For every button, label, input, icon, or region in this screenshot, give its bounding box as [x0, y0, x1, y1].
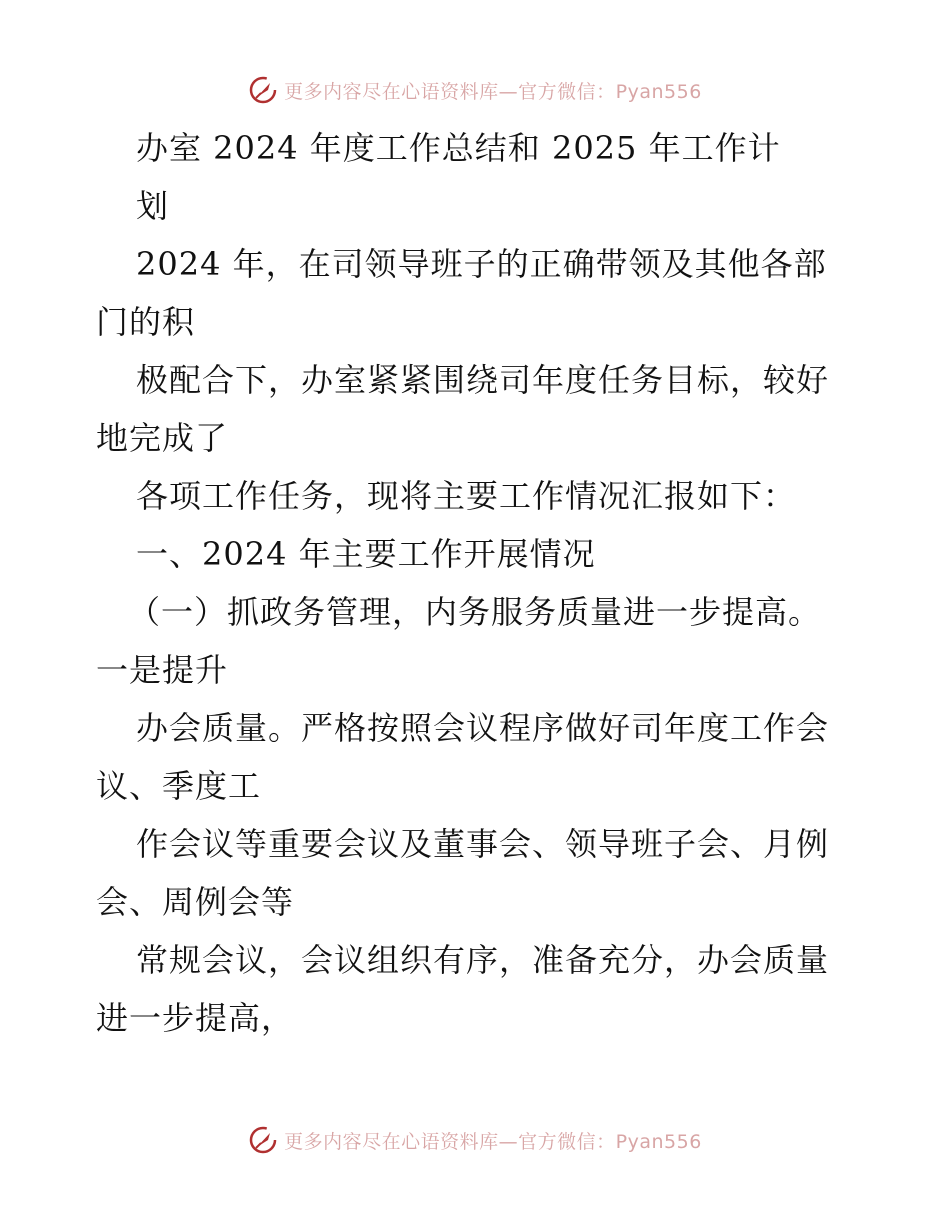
- footer-watermark: [0, 1120, 950, 1160]
- paragraph-line: 门的积: [96, 303, 196, 341]
- paragraph-line: 一是提升: [96, 651, 229, 689]
- paragraph-line: 作会议等重要会议及董事会、领导班子会、月例: [136, 825, 830, 863]
- paragraph-line: 进一步提高，: [96, 999, 295, 1037]
- doc-title-line-1: 办室 2024 年度工作总结和 2025 年工作计: [136, 129, 781, 167]
- paragraph-line: 各项工作任务，现将主要工作情况汇报如下：: [136, 477, 797, 515]
- paragraph-line: 常规会议，会议组织有序，准备充分，办会质量: [136, 941, 830, 979]
- subsection-heading: （一）抓政务管理，内务服务质量进一步提高。: [128, 593, 822, 631]
- paragraph-line: 议、季度工: [96, 767, 262, 805]
- paragraph-line: 会、周例会等: [96, 883, 295, 921]
- watermark-text: 更多内容尽在心语资料库—官方微信：Pyan556: [284, 80, 702, 103]
- quill-logo-icon: [248, 1125, 278, 1155]
- paragraph-line: 2024 年，在司领导班子的正确带领及其他各部: [136, 245, 827, 283]
- watermark-text: 更多内容尽在心语资料库—官方微信：Pyan556: [284, 1130, 702, 1153]
- paragraph-line: 办会质量。严格按照会议程序做好司年度工作会: [136, 709, 830, 747]
- doc-title-line-2: 划: [136, 187, 170, 225]
- paragraph-line: 地完成了: [96, 419, 229, 457]
- paragraph-line: 极配合下，办室紧紧围绕司年度任务目标，较好: [136, 361, 830, 399]
- section-heading: 一、2024 年主要工作开展情况: [136, 535, 596, 573]
